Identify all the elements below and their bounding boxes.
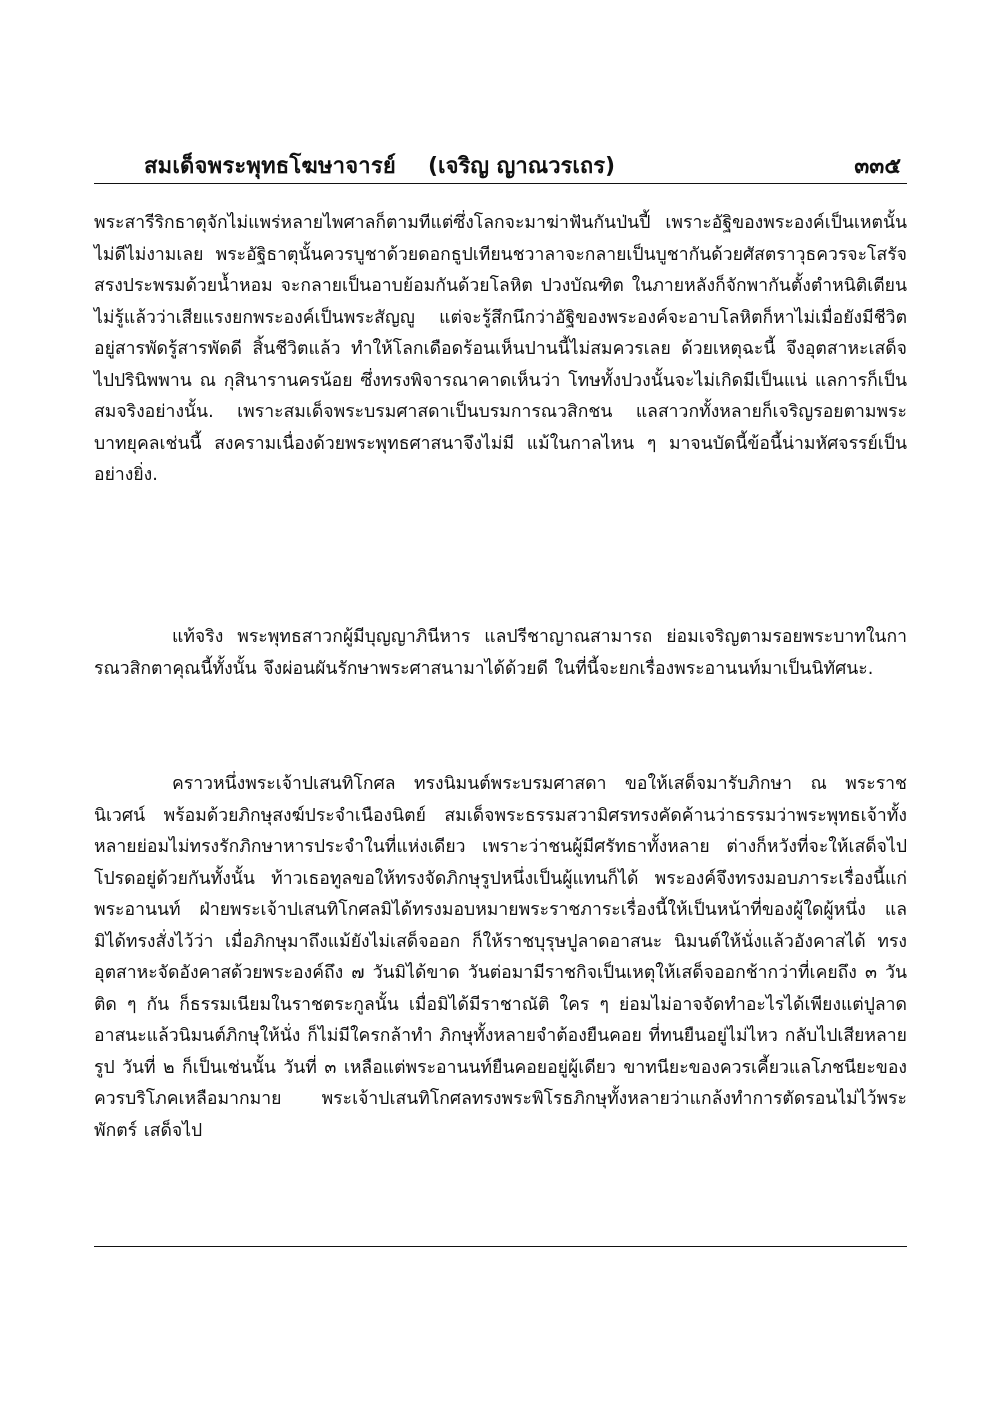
paragraph-2: แท้จริง พระพุทธสาวกผู้มีบุญญาภินีหาร แลปรีชาญาณสามารถ ย่อมเจริญตามรอยพระบาทในการณวสิกตาคุณนี้ทั้งนั้น จึงผ่อนผันรักษาพระศาสนามาได้ด้วยดี ในที่นี้จะยกเรื่องพระอานนท์มาเป็นนิทัศนะ. <box>94 627 907 679</box>
header-divider <box>94 183 907 184</box>
paragraph-3: คราวหนึ่งพระเจ้าปเสนทิโกศล ทรงนิมนต์พระบรมศาสดา ขอให้เสด็จมารับภิกษา ณ พระราชนิเวศน์ พร้อมด้วยภิกษุสงฆ์ประจำเนืองนิตย์ สมเด็จพระธรรมสวามิศรทรงคัดค้านว่าธรรมว่าพระพุทธเจ้าทั้งหลายย่อมไม่ทรงรักภิกษาหารประจำในที่แห่งเดียว เพราะว่าชนผู้มีศรัทธาทั้งหลาย ต่างก็หวังที่จะให้เสด็จไปโปรดอยู่ด้วยกันทั้งนั้น ท้าวเธอทูลขอให้ทรงจัดภิกษุรูปหนึ่งเป็นผู้แทนก็ได้ พระองค์จึงทรงมอบภาระเรื่องนี้แก่พระอานนท์ ฝ่ายพระเจ้าปเสนทิโกศลมิได้ทรงมอบหมายพระราชภาระเรื่องนี้ให้เป็นหน้าที่ของผู้ใดผู้หนึ่ง แลมิได้ทรงสั่งไว้ว่า เมื่อภิกษุมาถึงแม้ยังไม่เสด็จออก ก็ให้ราชบุรุษปูลาดอาสนะ นิมนต์ให้นั่งแล้วอังคาสได้ ทรงอุตสาหะจัดอังคาสด้วยพระองค์ถึง ๗ วันมิได้ขาด วันต่อมามีราชกิจเป็นเหตุให้เสด็จออกช้ากว่าที่เคยถึง ๓ วันติด ๆ กัน ก็ธรรมเนียมในราชตระกูลนั้น เมื่อมิได้มีราชาณัติ ใคร ๆ ย่อมไม่อาจจัดทำอะไรได้เพียงแต่ปูลาดอาสนะแล้วนิมนต์ภิกษุให้นั่ง ก็ไม่มีใครกล้าทำ ภิกษุทั้งหลายจำต้องยืนคอย ที่ทนยืนอยู่ไม่ไหว กลับไปเสียหลายรูป วันที่ ๒ ก็เป็นเช่นนั้น วันที่ ๓ เหลือแต่พระอานนท์ยืนคอยอยู่ผู้เดียว ขาทนียะของควรเคี้ยวแลโภชนียะของควรบริโภคเหลือมากมาย พระเจ้าปเสนทิโกศลทรงพระพิโรธภิกษุทั้งหลายว่าแกล้งทำการตัดรอนไม่ไว้พระพักตร์ เสด็จไป <box>94 774 907 1141</box>
paragraph-1: พระสารีริกธาตุจักไม่แพร่หลายไพศาลก็ตามทีแต่ซึ่งโลกจะมาฆ่าฟันกันป่นปี้ เพราะอัฐิของพระองค์เป็นเหตนั้นไม่ดีไม่งามเลย พระอัฐิธาตุนั้นควรบูชาด้วยดอกธูปเทียนชวาลาจะกลายเป็นบูชากันด้วยศัสตราวุธควรจะโสรัจสรงประพรมด้วยน้ำหอม จะกลายเป็นอาบย้อมกันด้วยโลหิต ปวงบัณฑิต ในภายหลังก็จักพากันตั้งตำหนิติเตียนไม่รู้แล้วว่าเสียแรงยกพระองค์เป็นพระสัญญู แต่จะรู้สึกนึกว่าอัฐิของพระองค์จะอาบโลหิตก็หาไม่เมื่อยังมีชีวิตอยู่สารพัดรู้สารพัดดี สิ้นชีวิตแล้ว ทำให้โลกเดือดร้อนเห็นปานนี้ไม่สมควรเลย ด้วยเหตุฉะนี้ จึงอุตสาหะเสด็จไปปรินิพพาน ณ กุสินารานครน้อย ซึ่งทรงพิจารณาคาดเห็นว่า โทษทั้งปวงนั้นจะไม่เกิดมีเป็นแน่ แลการก็เป็นสมจริงอย่างนั้น. เพราะสมเด็จพระบรมศาสดาเป็นบรมการณวสิกชน แลสาวกทั้งหลายก็เจริญรอยตามพระบาทยุคลเช่นนี้ สงครามเนื่องด้วยพระพุทธศาสนาจึงไม่มี แม้ในกาลไหน ๆ มาจนบัดนี้ข้อนี้น่ามหัศจรรย์เป็นอย่างยิ่ง. <box>94 213 907 485</box>
body-text <box>94 208 907 1147</box>
header-subtitle: (เจริญ ญาณวรเถร) <box>428 154 616 179</box>
header-title: สมเด็จพระพุทธโฆษาจารย์ <box>144 154 396 179</box>
page-header <box>94 148 907 184</box>
footer-divider <box>94 1246 907 1247</box>
page-number: ๓๓๕ <box>854 154 901 179</box>
